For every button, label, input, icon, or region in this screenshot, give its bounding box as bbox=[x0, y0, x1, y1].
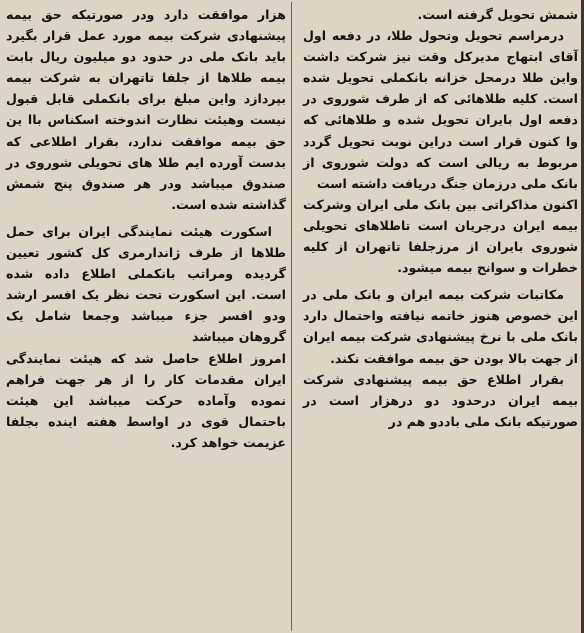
paragraph: شمش تحویل گرفته است. bbox=[417, 7, 578, 22]
column-divider bbox=[291, 2, 292, 631]
article-column-right bbox=[303, 4, 578, 631]
paragraph: اکنون مذاکراتی بین بانک ملی ایران وشرکت بیمه ایران درجریان است تاطلاهای تحویلی شوروی بایران از مرزجلفا تاتهران از کلیه خطرات و سوانح بیمه میشود. bbox=[303, 196, 578, 276]
paragraph: بقرار اطلاع حق بیمه پیشنهادی شرکت بیمه ایران درحدود دو درهزار است در صورتیکه بانک ملی باددو هم در bbox=[303, 371, 578, 429]
paragraph: مکاتبات شرکت بیمه ایران و بانک ملی در این خصوص هنوز خاتمه نیافته واحتمال دارد بانک ملی با نرخ پیشنهادی شرکت بیمه ایران از جهت بالا بودن حق بیمه موافقت نکند. bbox=[303, 287, 578, 366]
paragraph: اسکورت هیئت نمایندگی ایران برای حمل طلاها از طرف ژاندارمری کل کشور تعیین گردیده ومراتب بانکملی اطلاع داده شده است. این اسکورت تحت نظر یک افسر ارشد ودو افسر جزء میباشد وجمعا شامل یک گروهان میباشد bbox=[6, 223, 286, 345]
paragraph: هزار موافقت دارد ودر صورتیکه حق بیمه پیشنهادی شرکت بیمه مورد عمل قرار بگیرد باید بانک ملی در حدود دو میلیون ریال بابت بیمه طلاها از جلفا تاتهران به شرکت بیمه بپردازد واین مبلغ برای بانکملی قابل قبول نیست وهیئت نظارت اندوخته اسکناس باا ین حق بیمه موافقت ندارد، بقرار اطلاعی که بدست آورده ایم طلا های تحویلی شوروی در صندوق میباشد ودر هر صندوق پنج شمش گذاشته شده است. bbox=[6, 7, 286, 212]
paragraph: امروز اطلاع حاصل شد که هیئت نمایندگی ایران مقدمات کار را از هر جهت فراهم نموده وآماده حرکت میباشد این هیئت باحتمال قوی در اواسط هفته اینده بجلفا عزیمت خواهد کرد. bbox=[6, 350, 286, 450]
paragraph: درمراسم تحویل وتحول طلا، در دفعه اول آقای ابتهاج مدیرکل وقت نیز شرکت داشت واین طلا درمحل خزانه بانکملی تحویل شده است. کلیه طلاهائی که از طرف شوروی در دفعه اول بایران تحویل شده و طلاهائی که وا کنون قرار است دراین نوبت تحویل گردد مربوط به ریالی است که دولت شوروی از بانک ملی درزمان جنگ دریافت داشته است bbox=[303, 28, 578, 191]
article-column-left bbox=[6, 4, 286, 631]
